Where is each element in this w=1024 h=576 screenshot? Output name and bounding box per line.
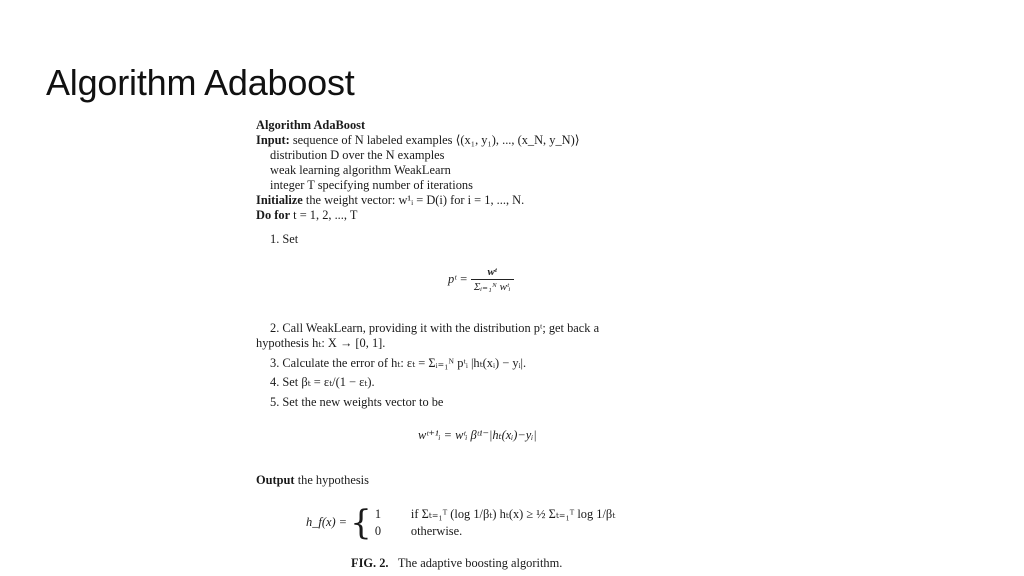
input-text: sequence of N labeled examples ⟨(x₁, y₁), ..., (x_N, y_N)⟩ [292,133,580,147]
initialize-label: Initialize [256,193,303,207]
formula-weight-update: wᵗ⁺¹ᵢ = wᵗᵢ βᵗ¹⁻|hₜ(xᵢ)−yᵢ| [418,428,537,442]
output-label: Output [256,473,295,487]
left-brace-icon: { [350,503,372,543]
formula-p-numerator: wᵗ [471,266,514,280]
output-line [256,473,369,488]
step-2-line-1: 2. Call WeakLearn, providing it with the distribution pᵗ; get back a [270,321,600,335]
formula-final-hypothesis [306,503,616,543]
step-2-line-2: hypothesis hₜ: X → [0, 1]. [256,336,386,350]
hypothesis-case-1: 1 if Σₜ₌₁ᵀ (log 1/βₜ) hₜ(x) ≥ ½ Σₜ₌₁ᵀ log 1/βₜ [374,507,616,521]
input-item-iterations: integer T specifying number of iterations [270,178,473,192]
formula-p [448,266,514,294]
step-5: 5. Set the new weights vector to be [270,395,444,409]
slide-title: Algorithm Adaboost [46,62,355,103]
input-item-weaklearn: weak learning algorithm WeakLearn [270,163,451,177]
input-item-distribution: distribution D over the N examples [270,148,445,162]
input-line [256,133,580,148]
initialize-line [256,193,524,208]
formula-p-denominator: Σᵢ₌₁ᴺ wᵗᵢ [473,281,511,293]
algorithm-heading: Algorithm AdaBoost [256,118,366,132]
hypothesis-lhs: h_f(x) = [306,514,348,529]
figure-caption [351,556,562,571]
step-3: 3. Calculate the error of hₜ: εₜ = Σᵢ₌₁ᴺ pᵗᵢ |hₜ(xᵢ) − yᵢ|. [270,356,527,370]
step-1: 1. Set [270,232,299,246]
caption-text: The adaptive boosting algorithm. [397,556,563,570]
hypothesis-cases [375,506,615,540]
hypothesis-case-2: 0 otherwise. [374,524,463,538]
do-for-label: Do for [256,208,291,222]
formula-p-lhs: pᵗ = [448,271,468,286]
do-for-text: t = 1, 2, ..., T [293,208,358,222]
formula-p-fraction [471,266,514,294]
step-4: 4. Set βₜ = εₜ/(1 − εₜ). [270,375,375,389]
initialize-text: the weight vector: w¹ᵢ = D(i) for i = 1, ..., N. [305,193,525,207]
output-text: the hypothesis [297,473,369,487]
do-for-line [256,208,357,223]
caption-label: FIG. 2. [351,556,389,570]
input-label: Input: [256,133,290,147]
